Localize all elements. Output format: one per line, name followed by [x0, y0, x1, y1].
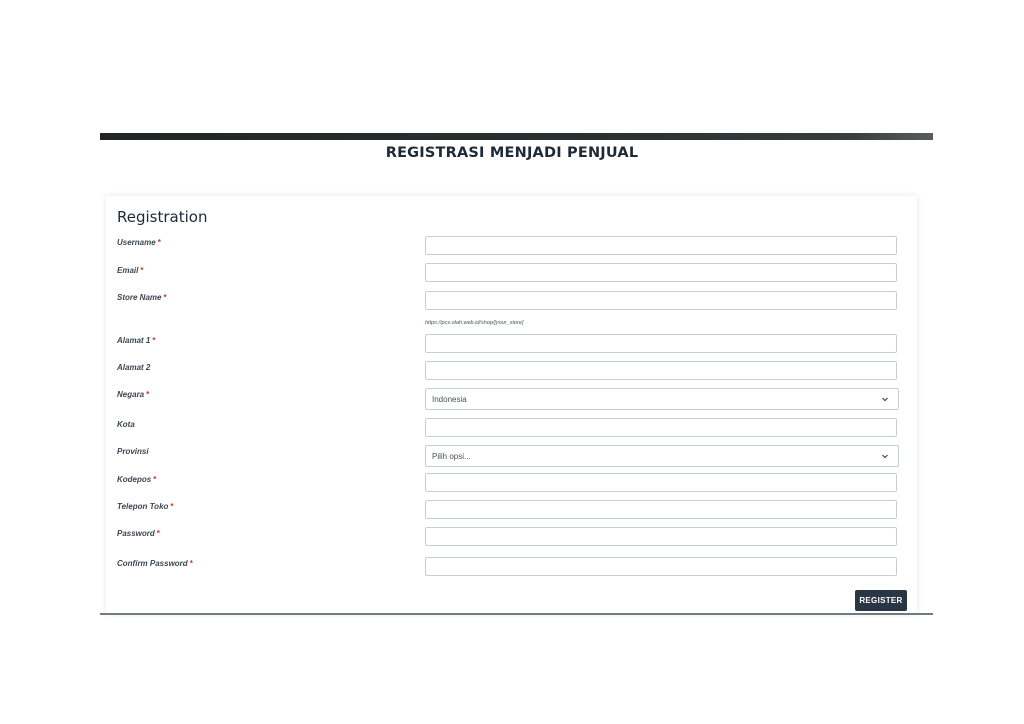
provinsi-label-text: Provinsi	[117, 447, 149, 456]
provinsi-selected-value: Pilih opsi...	[432, 452, 471, 461]
chevron-down-icon	[881, 446, 889, 475]
required-marker: *	[157, 238, 161, 247]
email-label	[117, 266, 143, 275]
telepon-input[interactable]	[425, 500, 897, 519]
kota-label-text: Kota	[117, 420, 135, 429]
confirm-password-input[interactable]	[425, 557, 897, 576]
username-input[interactable]	[425, 236, 897, 255]
bottom-divider	[100, 613, 933, 615]
page-title: REGISTRASI MENJADI PENJUAL	[385, 145, 639, 161]
kodepos-label-text: Kodepos	[117, 475, 152, 484]
username-label	[117, 238, 161, 247]
kota-input[interactable]	[425, 418, 897, 437]
password-input[interactable]	[425, 527, 897, 546]
form-title: Registration	[117, 208, 208, 226]
alamat1-label	[117, 336, 155, 345]
negara-label-text: Negara	[117, 390, 145, 399]
provinsi-label	[117, 447, 149, 456]
required-marker: *	[146, 390, 150, 399]
negara-label	[117, 390, 149, 399]
password-label-text: Password	[117, 529, 155, 538]
register-button[interactable]: REGISTER	[855, 590, 907, 611]
alamat2-input[interactable]	[425, 361, 897, 380]
alamat2-label	[117, 363, 150, 372]
registration-form	[106, 196, 917, 614]
kodepos-input[interactable]	[425, 473, 897, 492]
negara-selected-value: Indonesia	[432, 395, 467, 404]
required-marker: *	[156, 529, 160, 538]
required-marker: *	[140, 266, 144, 275]
username-label-text: Username	[117, 238, 156, 247]
store-name-input[interactable]	[425, 291, 897, 310]
chevron-down-icon	[881, 389, 889, 418]
store-name-label	[117, 293, 167, 302]
confirm-password-label-text: Confirm Password	[117, 559, 188, 568]
required-marker: *	[152, 336, 156, 345]
store-url-hint: https://pcs.olah.web.id/shop/[your_store]	[425, 320, 524, 326]
email-label-text: Email	[117, 266, 139, 275]
store-name-label-text: Store Name	[117, 293, 162, 302]
required-marker: *	[170, 502, 174, 511]
provinsi-select[interactable]	[425, 445, 899, 467]
required-marker: *	[153, 475, 157, 484]
kodepos-label	[117, 475, 156, 484]
alamat1-input[interactable]	[425, 334, 897, 353]
confirm-password-label	[117, 559, 193, 568]
kota-label	[117, 420, 135, 429]
alamat2-label-text: Alamat 2	[117, 363, 151, 372]
negara-select[interactable]	[425, 388, 899, 410]
password-label	[117, 529, 160, 538]
required-marker: *	[189, 559, 193, 568]
telepon-label-text: Telepon Toko	[117, 502, 169, 511]
required-marker: *	[163, 293, 167, 302]
telepon-label	[117, 502, 174, 511]
email-input[interactable]	[425, 263, 897, 282]
alamat1-label-text: Alamat 1	[117, 336, 151, 345]
top-divider	[100, 133, 933, 140]
